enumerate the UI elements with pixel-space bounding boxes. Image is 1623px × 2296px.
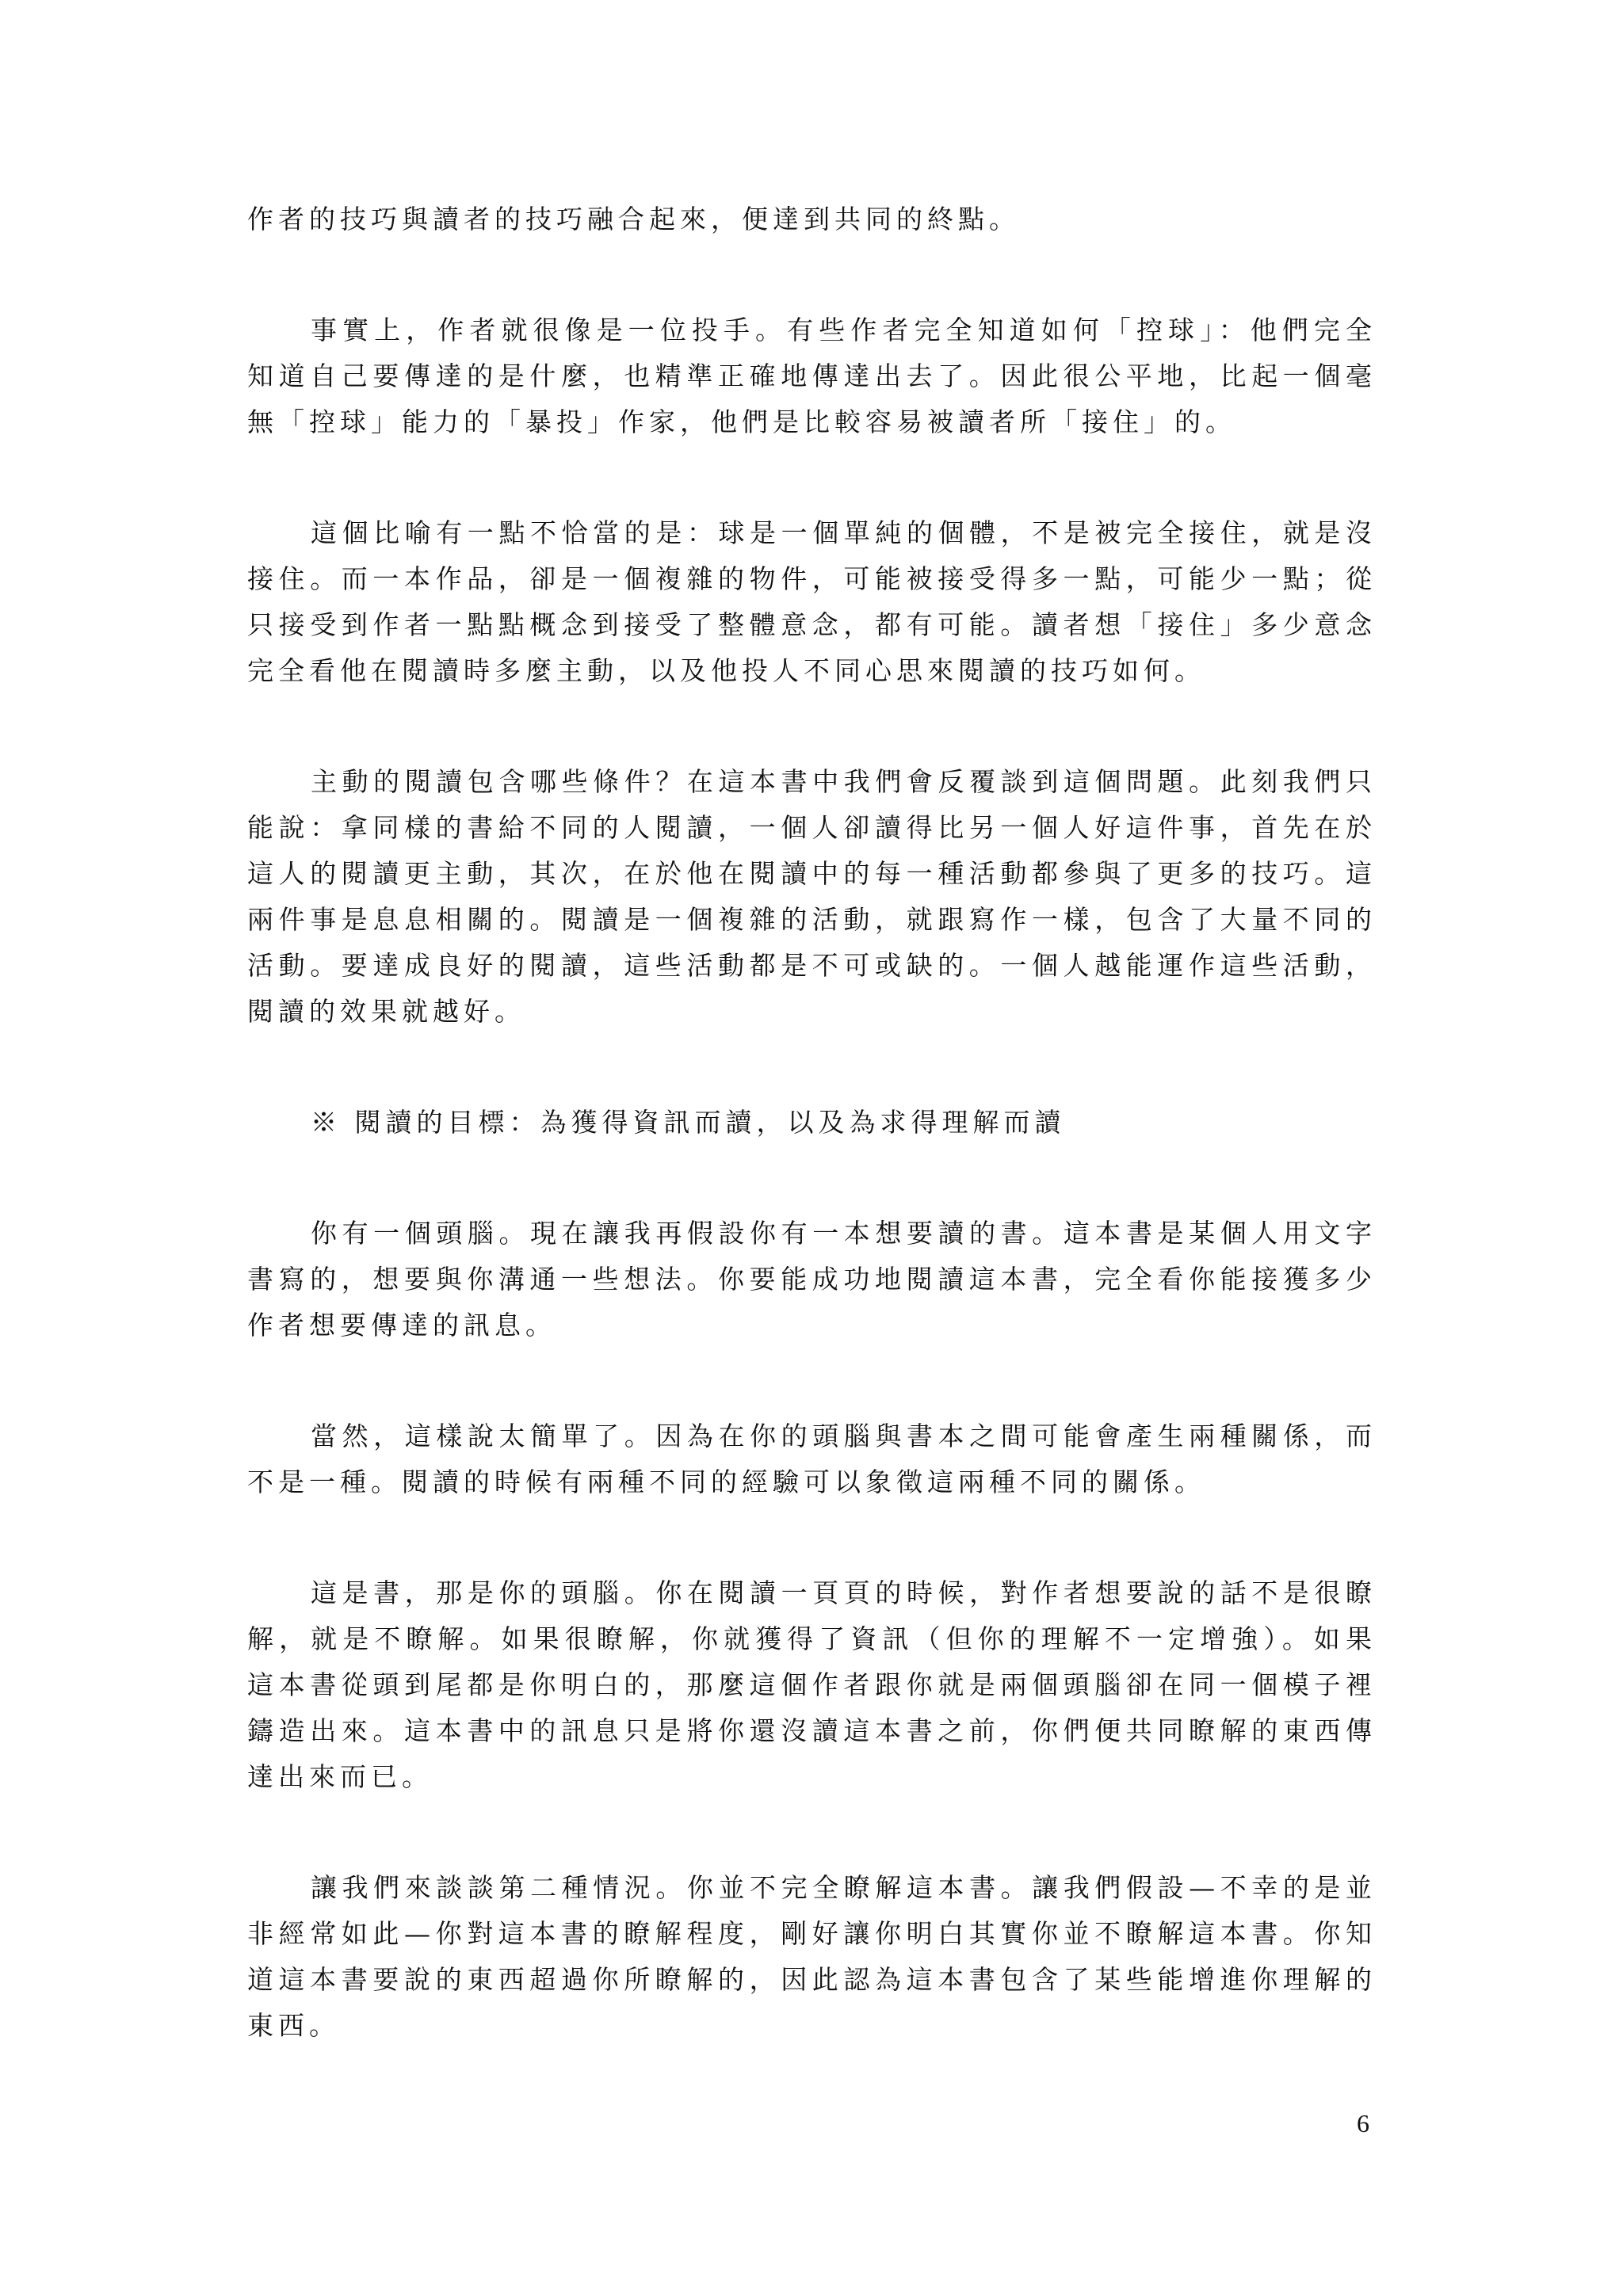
- paragraph-understanding: 讓我們來談談第二種情況。你並不完全瞭解這本書。讓我們假設—不幸的是並非經常如此—你對這本書的瞭解程度，剛好讓你明白其實你並不瞭解這本書。你知道這本書要說的東西超過你所瞭解的，因此認為這本書包含了某些能增進你理解的東西。: [247, 1872, 1377, 2041]
- paragraph-analogy-limits: 這個比喻有一點不恰當的是：球是一個單純的個體，不是被完全接住，就是沒接住。而一本作品，卻是一個複雜的物件，可能被接受得多一點，可能少一點；從只接受到作者一點點概念到接受了整體意念，都有可能。讀者想「接住」多少意念完全看他在閱讀時多麼主動，以及他投人不同心思來閱讀的技巧如何。: [247, 517, 1377, 686]
- paragraph-active-reading: 主動的閱讀包含哪些條件？在這本書中我們會反覆談到這個問題。此刻我們只能說：拿同樣的書給不同的人閱讀，一個人卻讀得比另一個人好這件事，首先在於這人的閱讀更主動，其次，在於他在閱讀中的每一種活動都參與了更多的技巧。這兩件事是息息相關的。閱讀是一個複雜的活動，就跟寫作一樣，包含了大量不同的活動。要達成良好的閱讀，這些活動都是不可或缺的。一個人越能運作這些活動，閱讀的效果就越好。: [247, 766, 1377, 1027]
- paragraph-continuation: 作者的技巧與讀者的技巧融合起來，便達到共同的終點。: [247, 204, 1020, 235]
- paragraph-information: 這是書，那是你的頭腦。你在閱讀一頁頁的時候，對作者想要說的話不是很瞭解，就是不瞭解。如果很瞭解，你就獲得了資訊（但你的理解不一定增強）。如果這本書從頭到尾都是你明白的，那麼這個作者跟你就是兩個頭腦卻在同一個模子裡鑄造出來。這本書中的訊息只是將你還沒讀這本書之前，你們便共同瞭解的東西傳達出來而已。: [247, 1577, 1377, 1792]
- paragraph-two-relations: 當然，這樣說太簡單了。因為在你的頭腦與書本之間可能會產生兩種關係，而不是一種。閱讀的時候有兩種不同的經驗可以象徵這兩種不同的關係。: [247, 1421, 1377, 1497]
- paragraph-mind-and-book: 你有一個頭腦。現在讓我再假設你有一本想要讀的書。這本書是某個人用文字書寫的，想要與你溝通一些想法。你要能成功地閱讀這本書，完全看你能接獲多少作者想要傳達的訊息。: [247, 1218, 1377, 1341]
- section-heading: ※ 閱讀的目標：為獲得資訊而讀，以及為求得理解而讀: [311, 1107, 1066, 1138]
- paragraph-pitcher-analogy: 事實上，作者就很像是一位投手。有些作者完全知道如何「控球」：他們完全知道自己要傳達的是什麼，也精準正確地傳達出去了。因此很公平地，比起一個毫無「控球」能力的「暴投」作家，他們是比較容易被讀者所「接住」的。: [247, 315, 1377, 437]
- text-body: [247, 196, 1377, 2049]
- page-number: 6: [1357, 2109, 1369, 2138]
